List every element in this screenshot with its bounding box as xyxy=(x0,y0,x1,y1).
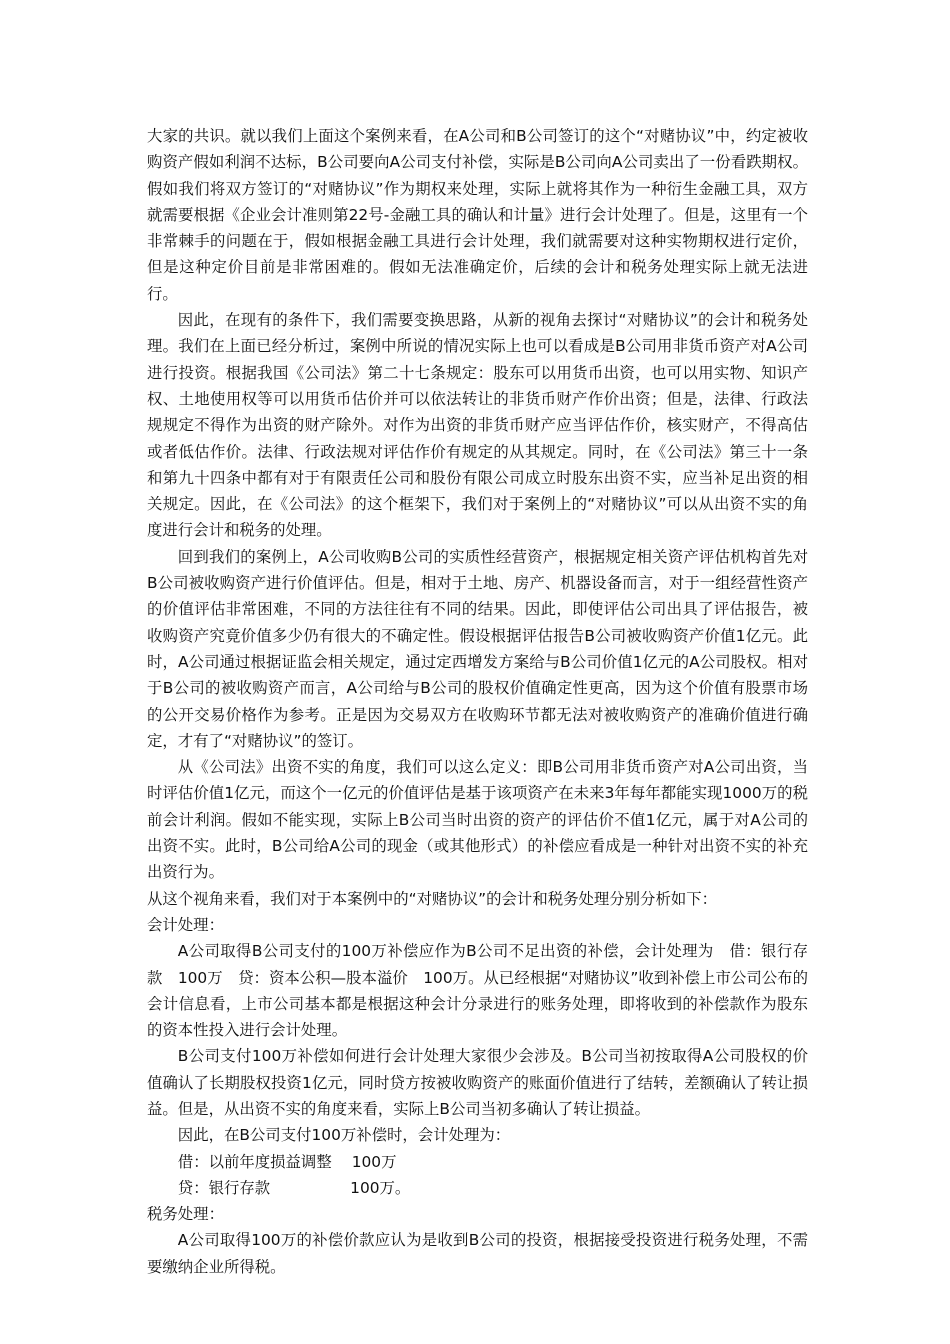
heading-tax: 税务处理： xyxy=(147,1205,224,1224)
paragraph-analysis-intro: 从这个视角来看，我们对于本案例中的“对赌协议”的会计和税务处理分别分析如下： xyxy=(147,889,718,908)
paragraph-payment-entry-intro: 因此，在B公司支付100万补偿时，会计处理为： xyxy=(177,1126,511,1145)
paragraph-a-company-accounting: A公司取得B公司支付的100万补偿应作为B公司不足出资的补偿，会计处理为 借：银行存款 100万 贷：资本公积—股本溢价 100万。从已经根据“对赌协议”收到补偿上市公司公布的会计信息看，上市公司基本都是根据这种会计分录进行的账务处理，即将收到的补偿款作为股东的资本性投入进行会计处理。 xyxy=(147,942,808,1040)
credit-label: 贷：银行存款 xyxy=(177,1178,271,1197)
heading-accounting: 会计处理： xyxy=(147,915,224,934)
document-body xyxy=(147,123,808,1280)
paragraph-b-company-accounting: B公司支付100万补偿如何进行会计处理大家很少会涉及。B公司当初按取得A公司股权的价值确认了长期股权投资1亿元，同时贷方按被收购资产的账面价值进行了结转，差额确认了转让损益。但是，从出资不实的角度来看，实际上B公司当初多确认了转让损益。 xyxy=(147,1047,808,1118)
journal-entry-credit xyxy=(147,1175,808,1201)
journal-entry-debit xyxy=(147,1149,808,1175)
debit-amount: 100万 xyxy=(351,1152,397,1171)
paragraph-tax-treatment: A公司取得100万的补偿价款应认为是收到B公司的投资，根据接受投资进行税务处理，不需要缴纳企业所得税。 xyxy=(147,1231,808,1276)
credit-amount: 100万。 xyxy=(350,1178,411,1197)
paragraph-intro: 大家的共识。就以我们上面这个案例来看，在A公司和B公司签订的这个“对赌协议”中，约定被收购资产假如利润不达标，B公司要向A公司支付补偿，实际是B公司向A公司卖出了一份看跌期权。假如我们将双方签订的“对赌协议”作为期权来处理，实际上就将其作为一种衍生金融工具，双方就需要根据《企业会计准则第22号-金融工具的确认和计量》进行会计处理了。但是，这里有一个非常棘手的问题在于，假如根据金融工具进行会计处理，我们就需要对这种实物期权进行定价，但是这种定价目前是非常困难的。假如无法准确定价，后续的会计和税务处理实际上就无法进行。 xyxy=(147,127,808,303)
paragraph-company-law: 因此，在现有的条件下，我们需要变换思路，从新的视角去探讨“对赌协议”的会计和税务处理。我们在上面已经分析过，案例中所说的情况实际上也可以看成是B公司用非货币资产对A公司进行投资。根据我国《公司法》第二十七条规定：股东可以用货币出资，也可以用实物、知识产权、土地使用权等可以用货币估价并可以依法转让的非货币财产作价出资；但是，法律、行政法规规定不得作为出资的财产除外。对作为出资的非货币财产应当评估作价，核实财产，不得高估或者低估作价。法律、行政法规对评估作价有规定的从其规定。同时，在《公司法》第三十一条和第九十四条中都有对于有限责任公司和股份有限公司成立时股东出资不实，应当补足出资的相关规定。因此，在《公司法》的这个框架下，我们对于案例上的“对赌协议”可以从出资不实的角度进行会计和税务的处理。 xyxy=(147,311,808,540)
paragraph-case: 回到我们的案例上，A公司收购B公司的实质性经营资产，根据规定相关资产评估机构首先对B公司被收购资产进行价值评估。但是，相对于土地、房产、机器设备而言，对于一组经营性资产的价值评估非常困难，不同的方法往往有不同的结果。因此，即使评估公司出具了评估报告，被收购资产究竟价值多少仍有很大的不确定性。假设根据评估报告B公司被收购资产价值1亿元。此时，A公司通过根据证监会相关规定，通过定西增发方案给与B公司价值1亿元的A公司股权。相对于B公司的被收购资产而言，A公司给与B公司的股权价值确定性更高，因为这个价值有股票市场的公开交易价格作为参考。正是因为交易双方在收购环节都无法对被收购资产的准确价值进行确定，才有了“对赌协议”的签订。 xyxy=(147,547,808,750)
debit-label: 借：以前年度损益调整 xyxy=(177,1152,332,1171)
paragraph-definition: 从《公司法》出资不实的角度，我们可以这么定义：即B公司用非货币资产对A公司出资，当时评估价值1亿元，而这个一亿元的价值评估是基于该项资产在未来3年每年都能实现1000万的税前会计利润。假如不能实现，实际上B公司当时出资的资产的评估价不值1亿元，属于对A公司的出资不实。此时，B公司给A公司的现金（或其他形式）的补偿应看成是一种针对出资不实的补充出资行为。 xyxy=(147,758,808,882)
